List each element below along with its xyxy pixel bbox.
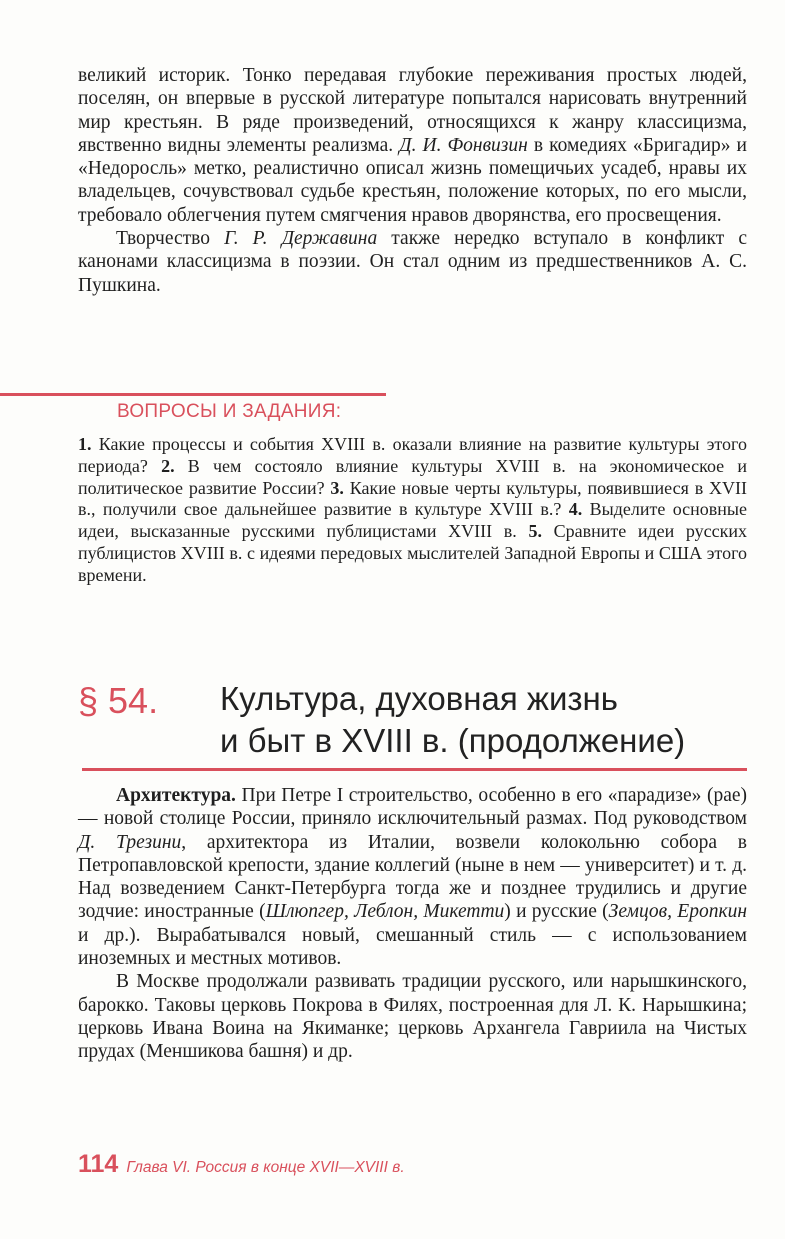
text-run: великий историк. Тонко передавая глубокие переживания простых людей, поселян, он впервые в русской литературе попытался нарисовать внутренний мир крестьян. В ряде произведений, относящихся к жанру классицизма, явственно видны элементы реализма. bbox=[78, 65, 747, 156]
paragraph bbox=[78, 64, 747, 227]
section-title bbox=[220, 678, 760, 762]
person-name: Земцов, Еропкин bbox=[608, 901, 747, 923]
person-name: Д. И. Фонвизин bbox=[399, 134, 528, 156]
paragraph-lead: Архитектура. bbox=[116, 785, 236, 806]
person-name: Д. Трезини bbox=[78, 831, 182, 853]
person-name: Г. Р. Державина bbox=[224, 228, 378, 250]
text-run: При Петре I строительство, особенно в его «парадизе» (рае) — новой столице России, приняло исключительный размах. Под руководством bbox=[78, 785, 747, 830]
questions-list bbox=[78, 434, 747, 587]
section-body bbox=[78, 784, 747, 1064]
text-run: ) и русские ( bbox=[504, 901, 609, 923]
text-run: в комедиях «Бригадир» и «Недоросль» метко, реалистично описал жизнь помещичьих усадеб, нравы их владельцев, сочувствовал судьбе крестьян, положение которых, по его мысли, требовало облегчения путем смягчения нравов дворянства, его просвещения. bbox=[78, 134, 747, 226]
continued-text bbox=[78, 64, 747, 297]
question-text: Выделите основные идеи, высказанные русскими публицистами XVIII в. bbox=[78, 499, 747, 542]
question-number: 2. bbox=[161, 455, 175, 476]
question-text: В чем состояло влияние культуры XVIII в. на экономическое и политическое развитие России? bbox=[78, 455, 747, 498]
section-title-line: Культура, духовная жизнь bbox=[220, 680, 618, 717]
text-run: Творчество bbox=[116, 228, 225, 250]
text-run: , архитектора из Италии, возвели колокольню собора в Петропавловской крепости, здание коллегий (ныне в нем — университет) и т. д. Над возведением Санкт-Петербурга тогда же и позднее трудились и другие зодчие: иностранные ( bbox=[78, 831, 747, 923]
section-divider bbox=[82, 768, 747, 771]
question-number: 5. bbox=[528, 521, 542, 542]
running-head: Глава VI. Россия в конце XVII—XVIII в. bbox=[126, 1159, 405, 1176]
paragraph bbox=[78, 227, 747, 297]
page-number: 114 bbox=[78, 1150, 119, 1178]
questions-paragraph bbox=[78, 434, 747, 587]
section-title-line: и быт в XVIII в. (продолжение) bbox=[220, 722, 686, 759]
page-footer bbox=[78, 1150, 405, 1179]
questions-divider bbox=[0, 393, 386, 396]
section-number: § 54. bbox=[78, 680, 159, 721]
question-text: Какие новые черты культуры, появившиеся в XVII в., получили свое дальнейшее развитие в культуре XVIII в.? bbox=[78, 477, 747, 520]
person-name: Шлюпгер, Леблон, Микетти bbox=[265, 901, 505, 923]
text-run: и др.). Вырабатывался новый, смешанный стиль — с использованием иноземных и местных мотивов. bbox=[78, 924, 747, 970]
paragraph: В Москве продолжали развивать традиции русского, или нарышкинского, барокко. Таковы церковь Покрова в Филях, построенная для Л. К. Нарышкина; церковь Ивана Воина на Якиманке; церковь Архангела Гавриила на Чистых прудах (Меншикова башня) и др. bbox=[78, 971, 747, 1063]
question-number: 3. bbox=[330, 477, 344, 498]
text-run: также нередко вступало в конфликт с канонами классицизма в поэзии. Он стал одним из предшественников А. С. Пушкина. bbox=[78, 228, 747, 296]
paragraph bbox=[78, 784, 747, 970]
questions-heading: ВОПРОСЫ И ЗАДАНИЯ: bbox=[117, 401, 342, 422]
question-text: Сравните идеи русских публицистов XVIII в. с идеями передовых мыслителей Западной Европы и США этого времени. bbox=[78, 521, 747, 585]
question-number: 4. bbox=[568, 499, 583, 520]
question-number: 1. bbox=[78, 434, 92, 454]
question-text: Какие процессы и события XVIII в. оказали влияние на развитие культуры этого периода? bbox=[78, 434, 747, 476]
